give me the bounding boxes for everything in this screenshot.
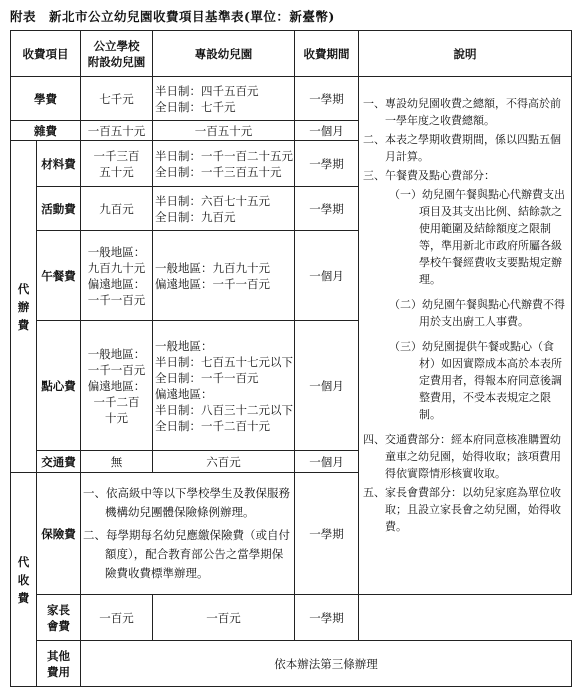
note-3a: （一）幼兒園午餐與點心代辦費支出項目及其支出比例、結餘款之使用範圍及結餘額度之限制等，準用新北市政府所屬各級學校午餐經費收支要點規定辦理。 [389, 188, 565, 286]
row-transport-label: 交通費 [37, 451, 81, 473]
row-misc-dedicated: 一百五十元 [153, 121, 295, 141]
row-insurance-content: 一、依高級中等以下學校學生及教保服務機構幼兒團體保險條例辦理。 二、每學期每名幼兒應繳保險費（或自付額度），配合教育部公告之當學期保險費收費標準辦理。 [81, 473, 295, 595]
document-title: 附表 新北市公立幼兒園收費項目基準表(單位：新臺幣) [10, 9, 335, 24]
row-snack-period: 一個月 [295, 321, 359, 451]
fee-standard-table [10, 30, 572, 687]
row-snack-label: 點心費 [37, 321, 81, 451]
header-item: 收費項目 [11, 31, 81, 77]
row-insurance-period: 一學期 [295, 473, 359, 595]
note-3b: （二）幼兒園午餐與點心代辦費不得用於支出廚工人事費。 [389, 298, 565, 328]
header-period: 收費期間 [295, 31, 359, 77]
row-transport-public: 無 [81, 451, 153, 473]
row-tuition-label: 學費 [11, 77, 81, 121]
note-1: 一、專設幼兒園收費之總額，不得高於前一學年度之收費總額。 [363, 97, 561, 127]
row-activity-label: 活動費 [37, 187, 81, 231]
row-lunch-dedicated: 一般地區：九百九十元 偏遠地區：一千一百元 [153, 231, 295, 321]
row-misc-public: 一百五十元 [81, 121, 153, 141]
group-daiban-label: 代 辦 費 [11, 141, 37, 473]
row-parents-period: 一學期 [295, 595, 359, 641]
row-lunch-period: 一個月 [295, 231, 359, 321]
note-3c: （三）幼兒園提供午餐或點心（食材）如因實際成本高於本表所定費用者，得報本府同意後調整費用，不受本表規定之限制。 [389, 340, 562, 421]
note-3: 三、午餐費及點心費部分： [363, 169, 495, 182]
row-other-label: 其他 費用 [37, 641, 81, 687]
row-tuition-period: 一學期 [295, 77, 359, 121]
row-activity-dedicated: 半日制：六百七十五元 全日制：九百元 [153, 187, 295, 231]
row-snack-dedicated: 一般地區： 半日制：七百五十七元以下 全日制：一千一百元 偏遠地區： 半日制：八百三十二元以下 全日制：一千二百十元 [153, 321, 295, 451]
row-snack-public: 一般地區： 一千一百元 偏遠地區： 一千二百 十元 [81, 321, 153, 451]
header-public-attached: 公立學校 附設幼兒園 [81, 31, 153, 77]
row-parents-public: 一百元 [81, 595, 153, 641]
header-notes: 說明 [359, 31, 572, 77]
group-daishou-label: 代 收 費 [11, 473, 37, 687]
row-transport-dedicated: 六百元 [153, 451, 295, 473]
row-activity-public: 九百元 [81, 187, 153, 231]
row-tuition-dedicated: 半日制：四千五百元 全日制：七千元 [153, 77, 295, 121]
row-materials-public: 一千三百 五十元 [81, 141, 153, 187]
row-materials-label: 材料費 [37, 141, 81, 187]
row-lunch-label: 午餐費 [37, 231, 81, 321]
row-materials-dedicated: 半日制：一千一百二十五元 全日制：一千三百五十元 [153, 141, 295, 187]
row-transport-period: 一個月 [295, 451, 359, 473]
row-insurance-label: 保險費 [37, 473, 81, 595]
note-4: 四、交通費部分：經本府同意核准購置幼童車之幼兒園，始得收取；該項費用得依實際情形核實收取。 [363, 433, 561, 480]
header-dedicated: 專設幼兒園 [153, 31, 295, 77]
row-misc-period: 一個月 [295, 121, 359, 141]
row-parents-label: 家長 會費 [37, 595, 81, 641]
row-tuition-public: 七千元 [81, 77, 153, 121]
notes-cell [359, 77, 572, 595]
row-lunch-public: 一般地區： 九百九十元 偏遠地區： 一千一百元 [81, 231, 153, 321]
row-other-content: 依本辦法第三條辦理 [81, 641, 572, 687]
row-misc-label: 雜費 [11, 121, 81, 141]
note-5: 五、家長會費部分：以幼兒家庭為單位收取；且設立家長會之幼兒園，始得收費。 [363, 486, 561, 533]
row-activity-period: 一學期 [295, 187, 359, 231]
row-materials-period: 一學期 [295, 141, 359, 187]
note-2: 二、本表之學期收費期間，係以四點五個月計算。 [363, 133, 561, 163]
row-parents-dedicated: 一百元 [153, 595, 295, 641]
